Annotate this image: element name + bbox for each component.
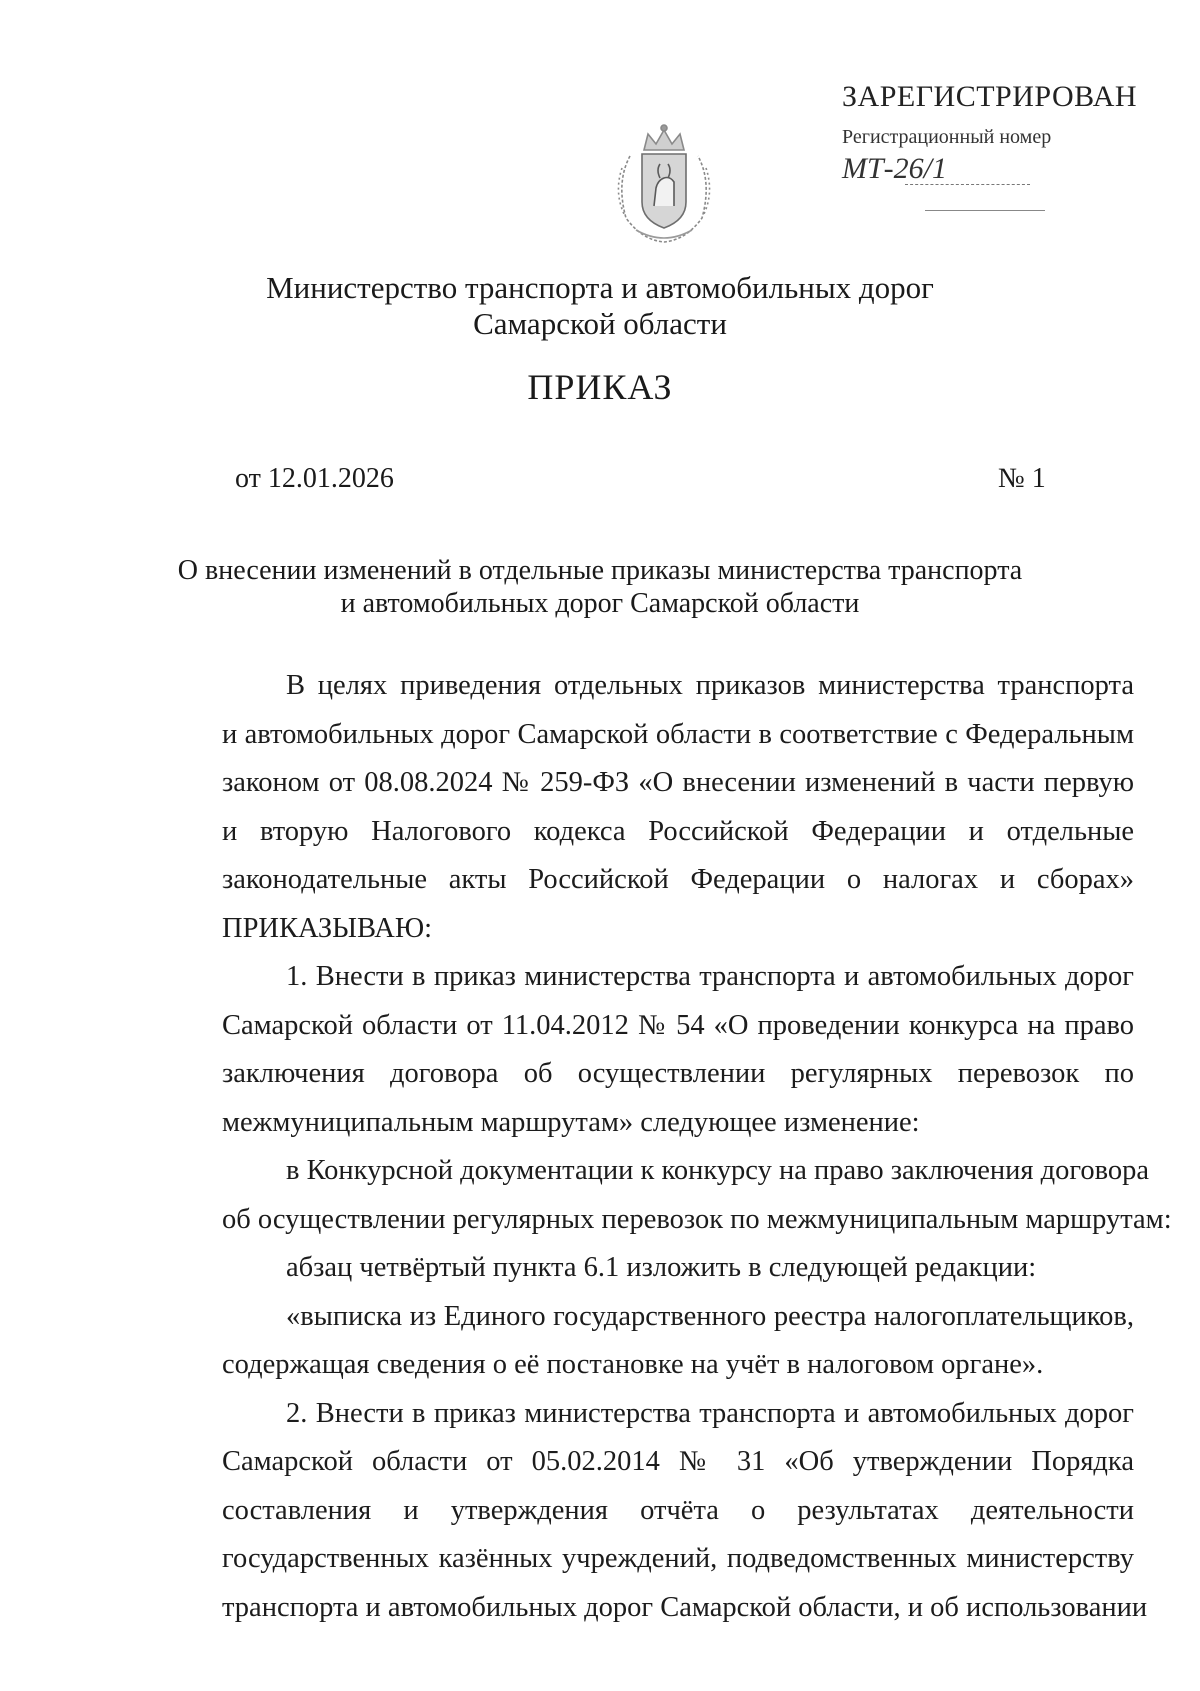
registration-number: МТ-26/1 [842, 152, 947, 185]
document-date: от 12.01.2026 [235, 463, 394, 494]
document-number: № 1 [998, 463, 1046, 494]
registration-underline [905, 184, 1030, 185]
registration-status: ЗАРЕГИСТРИРОВАН [842, 80, 1138, 113]
body-line: заключения договора об осуществлении регулярных перевозок по [222, 1058, 1134, 1089]
body-line: Самарской области от 05.02.2014 № 31 «Об утверждении Порядка [222, 1446, 1134, 1477]
registration-signature-line [925, 210, 1045, 211]
body-line: составления и утверждения отчёта о результатах деятельности [222, 1494, 1134, 1526]
body-line: содержащая сведения о её постановке на учёт в налоговом органе». [222, 1349, 1044, 1380]
body-line: 2. Внести в приказ министерства транспорта и автомобильных дорог [286, 1397, 1134, 1429]
document-title-line2: и автомобильных дорог Самарской области [340, 588, 860, 619]
body-line: в Конкурсной документации к конкурсу на право заключения договора [286, 1155, 1150, 1186]
body-line: «выписка из Единого государственного реестра налогоплательщиков, [286, 1300, 1134, 1332]
body-line: абзац четвёртый пункта 6.1 изложить в следующей редакции: [286, 1252, 1037, 1283]
body-line: законом от 08.08.2024 № 259-ФЗ «О внесении изменений в части первую [222, 767, 1134, 798]
ministry-name-line1: Министерство транспорта и автомобильных дорог [266, 270, 934, 305]
body-line: транспорта и автомобильных дорог Самарской области, и об использовании [222, 1591, 1148, 1623]
ministry-name-line2: Самарской области [473, 306, 727, 341]
body-line: ПРИКАЗЫВАЮ: [222, 912, 433, 944]
body-line: межмуниципальным маршрутам» следующее изменение: [222, 1106, 920, 1138]
body-line: и автомобильных дорог Самарской области в соответствие с Федеральным [222, 718, 1134, 750]
samara-region-coat-of-arms-icon [612, 122, 716, 246]
document-body [222, 662, 1172, 1632]
body-line: 1. Внести в приказ министерства транспорта и автомобильных дорог [286, 961, 1134, 992]
body-line: государственных казённых учреждений, подведомственных министерству [222, 1543, 1134, 1574]
body-line: и вторую Налогового кодекса Российской Федерации и отдельные [222, 815, 1134, 847]
body-line: законодательные акты Российской Федерации о налогах и сборах» [222, 864, 1134, 895]
registration-number-label: Регистрационный номер [842, 126, 1052, 148]
document-type: ПРИКАЗ [527, 367, 673, 407]
body-line: В целях приведения отдельных приказов министерства транспорта [286, 670, 1134, 701]
body-line: об осуществлении регулярных перевозок по межмуниципальным маршрутам: [222, 1203, 1172, 1235]
body-line: Самарской области от 11.04.2012 № 54 «О проведении конкурса на право [222, 1009, 1134, 1041]
document-title-line1: О внесении изменений в отдельные приказы министерства транспорта [177, 555, 1023, 586]
